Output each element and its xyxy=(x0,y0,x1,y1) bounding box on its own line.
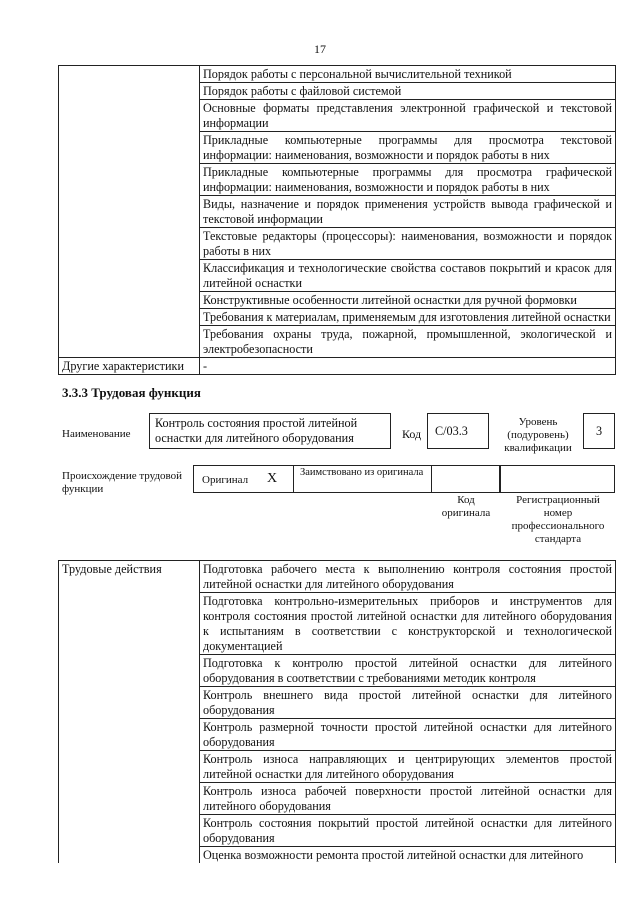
table-cell: Прикладные компьютерные программы для просмотра текстовой информации: наименования, возможности и порядок работы в них xyxy=(200,132,616,164)
page-number: 17 xyxy=(314,42,326,56)
level-value: 3 xyxy=(583,413,615,449)
code-label: Код xyxy=(402,427,422,441)
table-cell: Оценка возможности ремонта простой литейной оснастки для литейного xyxy=(200,847,616,864)
table-cell: Контроль внешнего вида простой литейной оснастки для литейного оборудования xyxy=(200,687,616,719)
table-cell: Основные форматы представления электронной графической и текстовой информации xyxy=(200,100,616,132)
original-cell xyxy=(193,465,293,493)
original-mark: X xyxy=(267,471,278,486)
table-cell: Контроль состояния покрытий простой литейной оснастки для литейного оборудования xyxy=(200,815,616,847)
table-cell: Текстовые редакторы (процессоры): наименования, возможности и порядок работы в них xyxy=(200,228,616,260)
table-cell: Классификация и технологические свойства составов покрытий и красок для литейной оснастки xyxy=(200,260,616,292)
knowledge-table xyxy=(58,65,616,375)
borrowed-label: Заимствовано из оригинала xyxy=(293,465,432,493)
code-value: C/03.3 xyxy=(427,413,489,449)
code-original-cell xyxy=(432,465,500,493)
work-actions-table xyxy=(58,560,616,863)
table-cell: Требования охраны труда, пожарной, промышленной, экологической и электробезопасности xyxy=(200,326,616,358)
reg-number-label: Регистрационный номер профессионального стандарта xyxy=(511,494,605,545)
table-cell: Конструктивные особенности литейной оснастки для ручной формовки xyxy=(200,292,616,309)
other-characteristics-label: Другие характеристики xyxy=(59,358,200,375)
reg-number-cell xyxy=(500,465,615,493)
table-cell: Подготовка к контролю простой литейной оснастки для литейного оборудования в соответствии с требованиями методик контроля xyxy=(200,655,616,687)
table-cell: Подготовка рабочего места к выполнению контроля состояния простой литейной оснастки для литейного оборудования xyxy=(200,561,616,593)
table-cell: Подготовка контрольно-измерительных приборов и инструментов для контроля состояния простой литейной оснастки для литейного оборудования к испытаниям в соответствии с конструкторской и технологической документацией xyxy=(200,593,616,655)
table-row xyxy=(59,66,616,83)
table-cell: Требования к материалам, применяемым для изготовления литейной оснастки xyxy=(200,309,616,326)
table-row xyxy=(59,561,616,593)
origin-label: Происхождение трудовой функции xyxy=(62,470,183,495)
section-heading: 3.3.3 Трудовая функция xyxy=(62,385,201,400)
table-row xyxy=(59,358,616,375)
level-label: Уровень (подуровень) квалификации xyxy=(504,416,572,454)
name-label: Наименование xyxy=(62,428,131,440)
table-cell: Контроль износа направляющих и центрирующих элементов простой литейной оснастки для литейного оборудования xyxy=(200,751,616,783)
work-actions-label: Трудовые действия xyxy=(59,561,200,864)
knowledge-label-cell xyxy=(59,66,200,358)
name-value: Контроль состояния простой литейной оснастки для литейного оборудования xyxy=(149,413,391,449)
table-cell: Порядок работы с персональной вычислительной техникой xyxy=(200,66,616,83)
table-cell: Контроль размерной точности простой литейной оснастки для литейного оборудования xyxy=(200,719,616,751)
table-cell: Прикладные компьютерные программы для просмотра графической информации: наименования, возможности и порядок работы в них xyxy=(200,164,616,196)
code-original-label: Код оригинала xyxy=(441,494,491,519)
table-cell: Виды, назначение и порядок применения устройств вывода графической и текстовой информации xyxy=(200,196,616,228)
table-cell: Порядок работы с файловой системой xyxy=(200,83,616,100)
table-cell: Контроль износа рабочей поверхности простой литейной оснастки для литейного оборудования xyxy=(200,783,616,815)
original-label: Оригинал xyxy=(202,474,249,486)
other-characteristics-value: - xyxy=(200,358,616,375)
